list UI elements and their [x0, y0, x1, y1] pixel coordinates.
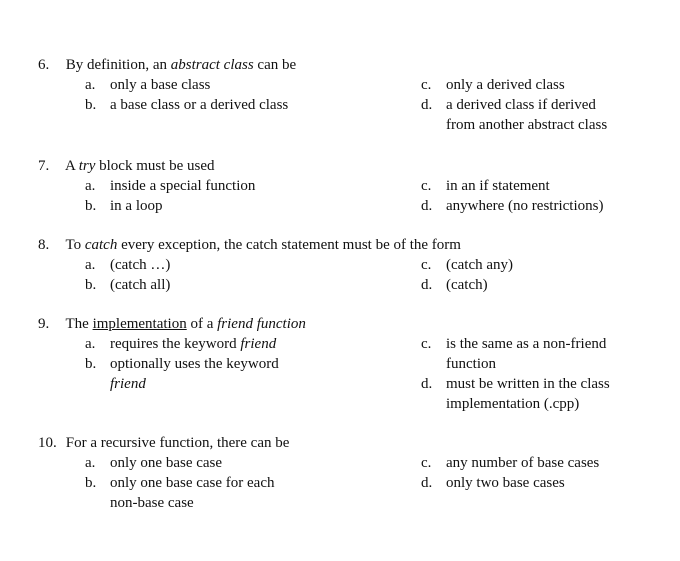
stem-underline: implementation — [92, 316, 187, 332]
stem-emphasis: catch — [84, 237, 118, 253]
stem-emphasis: friend function — [217, 316, 306, 332]
question-number: 8. — [38, 237, 50, 253]
quiz-page: 6. By definition, an abstract class can be a. only a base class b. a base class or a derived class c. only a derived class d. a derived class if derived from another abstract class 7. A try block must be used a. inside a special function b. in a loop c. in an if statement d. anywhere (no restrictions) 8. To catch every exception, the catch statement must be of the form a. (catch …) b. (catch all) c. (catch any) d. (catch) 9. The implementation of a friend function a. requires the keyword friend b. optionally uses the keyword friend c. is the same as a non-friend function d. must be written in the class implementation (.cpp) 10. For a recursive function, there can be a. only one base case b. only one base case for each non-base case c. any number of base cases d. only two base cases — [38, 57, 610, 511]
option-emphasis: friend — [110, 376, 146, 392]
question-stem: 7. A try block must be used — [38, 158, 215, 174]
question-stem: 8. To catch every exception, the catch statement must be of the form — [38, 237, 461, 253]
question-stem: 10. For a recursive function, there can be — [38, 435, 290, 451]
question-number: 6. — [38, 57, 50, 73]
question-stem: 6. By definition, an abstract class can be — [38, 57, 297, 73]
question-stem: 9. The implementation of a friend function — [38, 316, 306, 332]
stem-emphasis: try — [78, 158, 96, 174]
question-number: 7. — [38, 158, 50, 174]
option-emphasis: friend — [240, 336, 277, 352]
question-number: 10. — [38, 435, 57, 451]
question-number: 9. — [38, 316, 50, 332]
stem-emphasis: abstract class — [170, 57, 254, 73]
